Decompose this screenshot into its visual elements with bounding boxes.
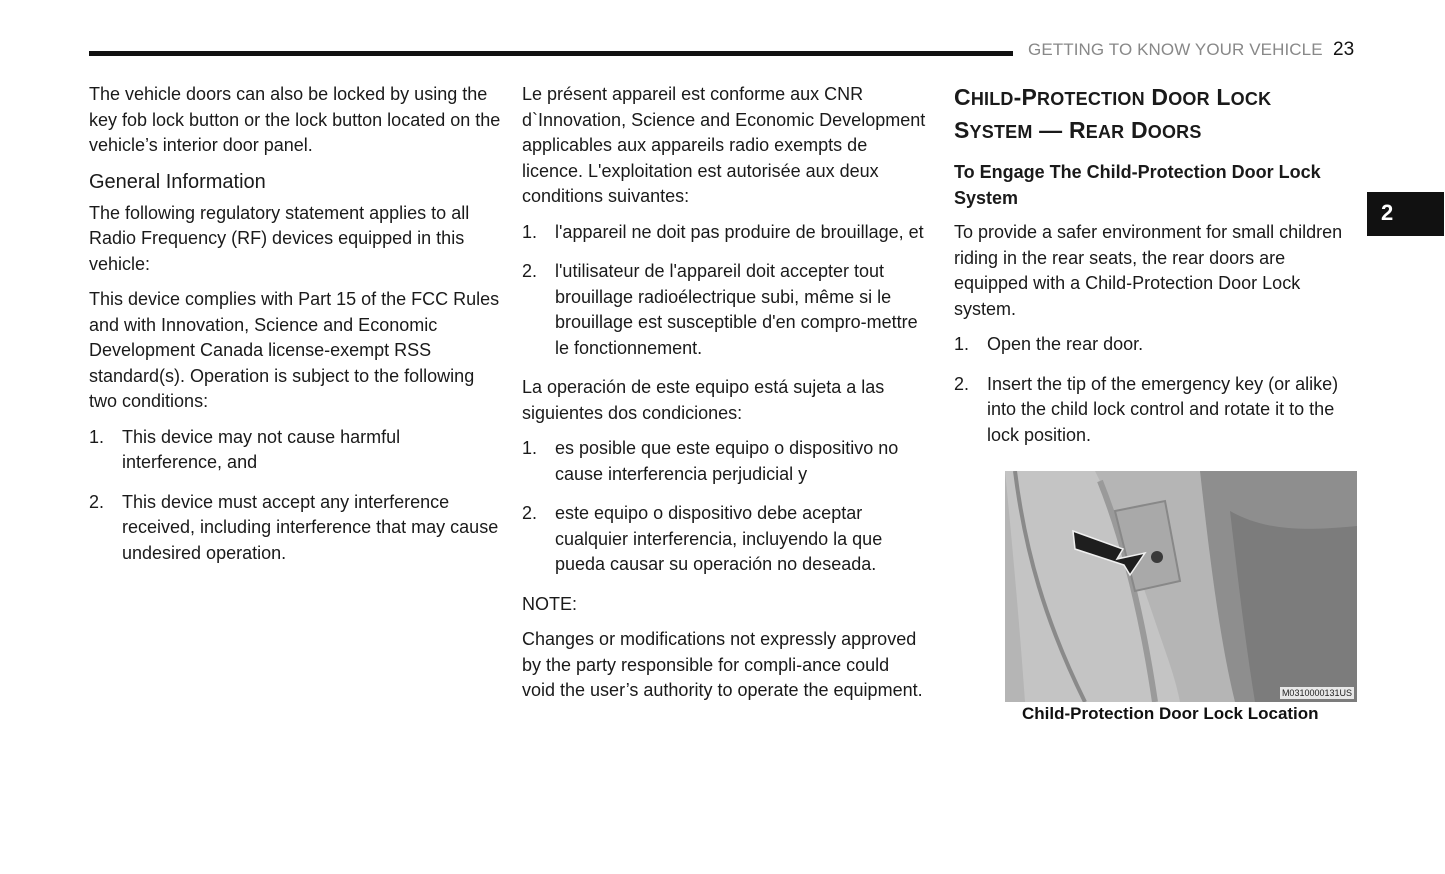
column-2: [522, 82, 927, 714]
list-number: 1.: [954, 334, 970, 354]
list-text: Insert the tip of the emergency key (or alike) into the child lock control and rotate it to the lock position.: [987, 373, 1339, 445]
list-item: [522, 220, 927, 246]
title-line-1: CHILD-PROTECTION DOOR LOCK: [954, 84, 1272, 110]
column-3: [954, 82, 1358, 462]
note-label: NOTE:: [522, 593, 578, 614]
intro-paragraph: The vehicle doors can also be locked by using the key fob lock button or the lock button located on the vehicle’s interior door panel.: [89, 84, 501, 155]
list-text: este equipo o dispositivo debe aceptar cualquier interferencia, incluyendo la que pueda causar su operación no deseada.: [555, 503, 883, 574]
list-item: [954, 332, 1358, 358]
fcc-conditions-list: [89, 425, 501, 567]
header-rule: [89, 51, 1013, 56]
spanish-conditions-list: [522, 436, 927, 578]
fcc-paragraph: This device complies with Part 15 of the FCC Rules and with Innovation, Science and Economic Development Canada license-exempt RSS standard(s). Operation is subject to the following two conditions:: [89, 289, 500, 411]
section-title: GETTING TO KNOW YOUR VEHICLE: [1028, 40, 1323, 59]
list-item: [522, 436, 927, 487]
list-item: [89, 490, 501, 567]
list-number: 2.: [522, 503, 538, 523]
list-number: 2.: [522, 261, 538, 281]
child-lock-title: [954, 82, 1358, 148]
list-number: 2.: [89, 491, 105, 512]
list-number: 1.: [522, 438, 538, 458]
figure-id: M0310000131US: [1281, 688, 1352, 698]
child-lock-paragraph: To provide a safer environment for small children riding in the rear seats, the rear doors are equipped with a Child-Protection Door Lock system.: [954, 222, 1343, 319]
title-line-2: SYSTEM — REAR DOORS: [954, 117, 1202, 143]
figure-caption: Child-Protection Door Lock Location: [1022, 704, 1319, 723]
list-text: es posible que este equipo o dispositivo no cause interferencia perjudicial y: [555, 438, 899, 484]
engage-subtitle: To Engage The Child-Protection Door Lock System: [954, 162, 1321, 208]
child-lock-steps: [954, 332, 1358, 448]
chapter-tab[interactable]: 2: [1367, 192, 1444, 236]
door-illustration: [1005, 471, 1357, 702]
child-lock-figure: [1005, 471, 1357, 702]
list-number: 1.: [89, 426, 105, 447]
list-number: 1.: [522, 221, 538, 242]
note-text: Changes or modifications not expressly approved by the party responsible for compli-ance could void the user’s authority to operate the equipment.: [522, 629, 923, 700]
general-information-heading: General Information: [89, 170, 266, 193]
list-text: This device may not cause harmful interference, and: [122, 426, 401, 472]
regulatory-paragraph: The following regulatory statement applies to all Radio Frequency (RF) devices equipped in this vehicle:: [89, 202, 470, 274]
list-item: [954, 372, 1358, 449]
list-item: [89, 425, 501, 476]
french-conditions-list: [522, 220, 927, 362]
page-number: 23: [1333, 39, 1355, 60]
spanish-intro: La operación de este equipo está sujeta a las siguientes dos condiciones:: [522, 377, 885, 423]
list-text: This device must accept any interference received, including interference that may cause undesired operation.: [122, 491, 499, 563]
list-item: [522, 501, 927, 578]
column-1: [89, 82, 501, 580]
list-number: 2.: [954, 373, 970, 394]
list-text: l'appareil ne doit pas produire de brouillage, et: [555, 221, 924, 242]
french-intro: Le présent appareil est conforme aux CNR d`Innovation, Science and Economic Development applicables aux appareils radio exempts de licence. L'exploitation est autorisée aux deux conditions suivantes:: [522, 84, 926, 206]
list-text: l'utilisateur de l'appareil doit accepter tout brouillage radioélectrique subi, même si le brouillage est susceptible d'en compro-mettre le fonctionnement.: [555, 261, 918, 358]
list-item: [522, 259, 927, 361]
list-text: Open the rear door.: [987, 334, 1144, 354]
